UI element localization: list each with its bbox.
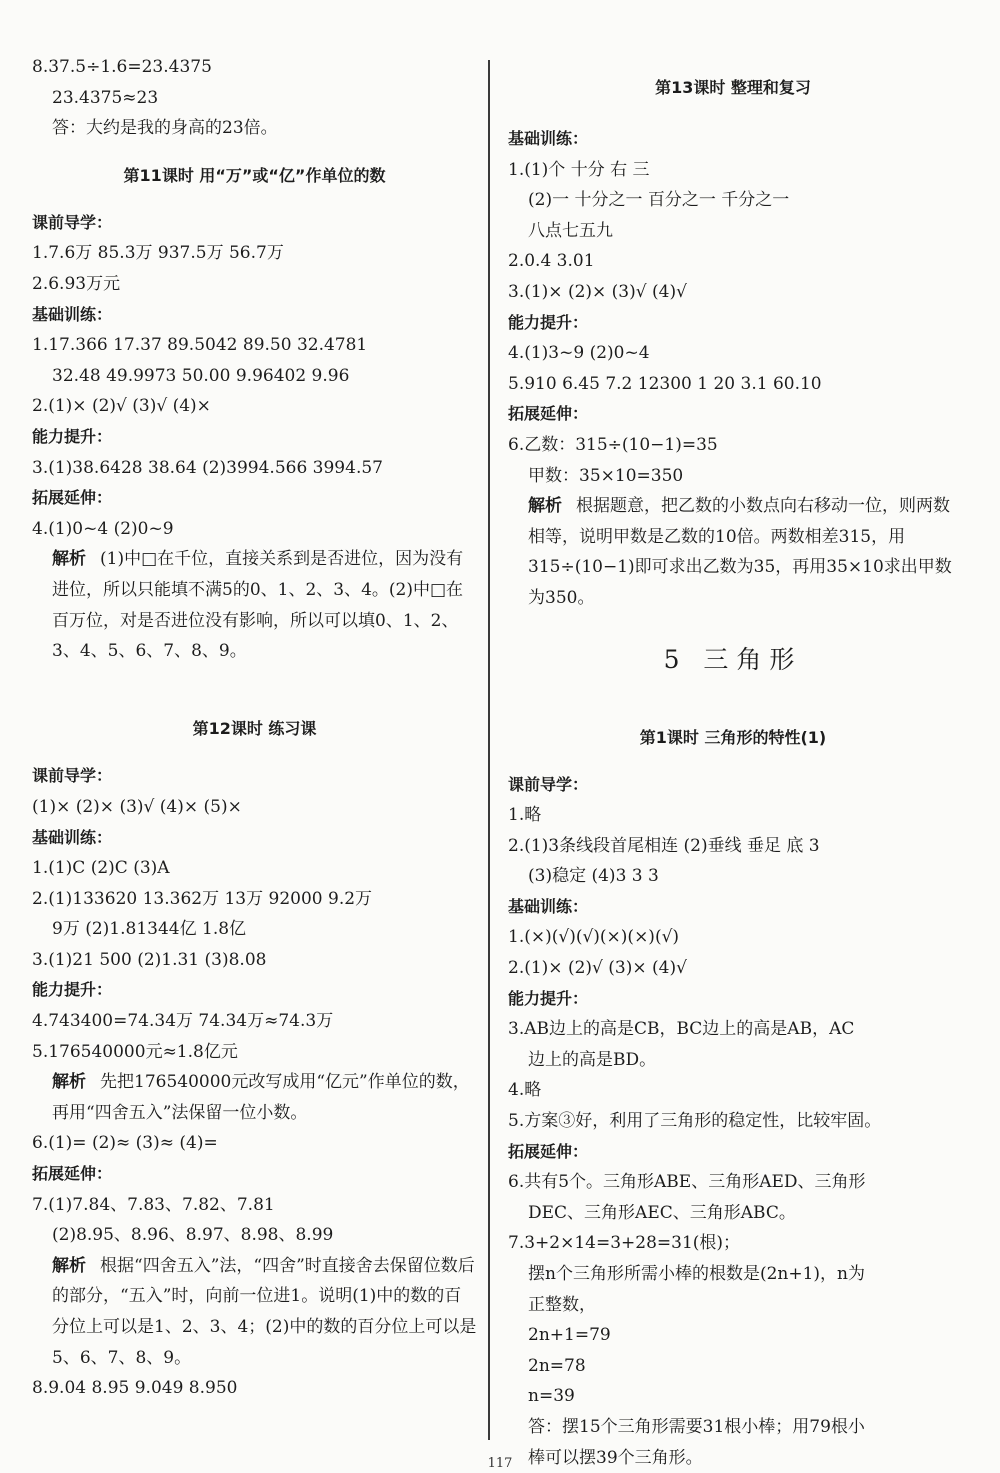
- explanation-label: 解析: [52, 1072, 86, 1093]
- answer-line: 4.743400=74.34万 74.34万≈74.3万: [32, 1011, 334, 1032]
- explanation-text: 先把176540000元改写成用“亿元”作单位的数，再用“四舍五入”法保留一位小数。: [52, 1072, 470, 1123]
- answer-line: 5.176540000元≈1.8亿元: [32, 1041, 238, 1062]
- answer-line: 2n+1=79: [528, 1325, 611, 1346]
- answer-line: 答：大约是我的身高的23倍。: [52, 118, 278, 139]
- answer-line: 2.6.93万元: [32, 273, 121, 294]
- answer-line: 边上的高是BD。: [528, 1049, 657, 1070]
- explanation-label: 解析: [52, 549, 86, 570]
- answer-line: 6.乙数：315÷(10−1)=35: [508, 434, 718, 455]
- answer-line: 1.17.366 17.37 89.5042 89.50 32.4781: [32, 335, 368, 356]
- explanation-label: 解析: [52, 1255, 86, 1276]
- answer-line: 1.(1)C (2)C (3)A: [32, 858, 170, 879]
- answer-line: 8.37.5÷1.6=23.4375: [32, 57, 212, 77]
- answer-line: (1)× (2)× (3)√ (4)× (5)×: [32, 796, 242, 817]
- column-divider: [488, 60, 490, 1440]
- answer-line: 6.共有5个。三角形ABE、三角形AED、三角形: [508, 1172, 866, 1193]
- answer-line: 答：摆15个三角形需要31根小棒；用79根小: [528, 1416, 865, 1437]
- answer-line: 32.48 49.9973 50.00 9.96402 9.96: [52, 365, 350, 386]
- explanation-text: 根据题意，把乙数的小数点向右移动一位，则两数相等，说明甲数是乙数的10倍。两数相差315，用315÷(10−1)即可求出乙数为35，再用35×10求出甲数为350。: [528, 496, 952, 608]
- answer-line: 5.910 6.45 7.2 12300 1 20 3.1 60.10: [508, 373, 822, 394]
- right-column: [508, 52, 958, 1473]
- section-heading: 课前导学：: [32, 212, 113, 232]
- section-heading: 拓展延伸：: [32, 1164, 113, 1184]
- answer-line: DEC、三角形AEC、三角形ABC。: [528, 1202, 796, 1223]
- answer-line: 7.3+2×14=3+28=31(根)；: [508, 1233, 741, 1254]
- chapter-title: 5 三角形: [663, 644, 803, 674]
- section-heading: 拓展延伸：: [508, 404, 589, 424]
- section-heading: 基础训练：: [32, 827, 113, 847]
- section-heading: 课前导学：: [32, 766, 113, 786]
- answer-line: 1.(×)(√)(√)(×)(×)(√): [508, 927, 680, 948]
- explanation-block: [32, 1067, 477, 1128]
- answer-line: 9万 (2)1.81344亿 1.8亿: [52, 919, 247, 940]
- answer-line: 3.AB边上的高是CB，BC边上的高是AB，AC: [508, 1019, 855, 1040]
- answer-line: 23.4375≈23: [52, 87, 159, 108]
- answer-line: 2.(1)133620 13.362万 13万 92000 9.2万: [32, 888, 373, 909]
- section-heading: 基础训练：: [508, 896, 589, 916]
- answer-line: 1.7.6万 85.3万 937.5万 56.7万: [32, 243, 284, 264]
- answer-line: 2.(1)× (2)√ (3)× (4)√: [508, 958, 687, 979]
- explanation-text: 根据“四舍五入”法，“四舍”时直接舍去保留位数后的部分，“五入”时，向前一位进1。说明(1)中的数的百分位上可以是1、2、3、4；(2)中的数的百分位上可以是5、6、7、8、9。: [52, 1255, 477, 1368]
- answer-line: 6.(1)= (2)≈ (3)≈ (4)=: [32, 1133, 218, 1154]
- answer-line: 棒可以摆39个三角形。: [528, 1447, 703, 1468]
- explanation-block: [508, 491, 958, 613]
- section-heading: 能力提升：: [508, 312, 589, 332]
- answer-line: 摆n个三角形所需小棒的根数是(2n+1)，n为: [528, 1264, 865, 1285]
- section-heading: 基础训练：: [32, 304, 113, 324]
- answer-line: (2)8.95、8.96、8.97、8.98、8.99: [52, 1225, 334, 1246]
- answer-line: 2.0.4 3.01: [508, 251, 595, 272]
- explanation-block: [32, 1251, 477, 1373]
- section-heading: 基础训练：: [508, 129, 589, 148]
- page-number: 117: [487, 1457, 513, 1471]
- section-heading: 课前导学：: [508, 774, 589, 794]
- section-heading: 能力提升：: [32, 426, 113, 446]
- answer-line: 5.方案③好，利用了三角形的稳定性，比较牢固。: [508, 1111, 882, 1132]
- answer-line: (3)稳定 (4)3 3 3: [528, 866, 659, 887]
- answer-line: 1.(1)个 十分 右 三: [508, 159, 650, 180]
- answer-line: n=39: [528, 1386, 575, 1407]
- answer-line: (2)一 十分之一 百分之一 千分之一: [528, 190, 790, 211]
- answer-line: 1.略: [508, 805, 542, 826]
- answer-line: 2.(1)3条线段首尾相连 (2)垂线 垂足 底 3: [508, 835, 820, 856]
- section-heading: 拓展延伸：: [508, 1141, 589, 1161]
- left-column: [32, 52, 477, 1404]
- answer-line: 3.(1)21 500 (2)1.31 (3)8.08: [32, 949, 267, 970]
- explanation-block: [32, 544, 477, 697]
- answer-line: 八点七五九: [528, 220, 613, 241]
- answer-line: 3.(1)38.6428 38.64 (2)3994.566 3994.57: [32, 457, 383, 478]
- lesson-13-title: 第13课时 整理和复习: [655, 78, 811, 97]
- section-heading: 能力提升：: [32, 980, 113, 1000]
- lesson-12-title: 第12课时 练习课: [192, 719, 317, 739]
- answer-line: 2.(1)× (2)√ (3)√ (4)×: [32, 396, 211, 417]
- lesson-11-title: 第11课时 用“万”或“亿”作单位的数: [123, 165, 386, 185]
- section-heading: 能力提升：: [508, 988, 589, 1008]
- answer-line: 7.(1)7.84、7.83、7.82、7.81: [32, 1194, 275, 1215]
- answer-line: 2n=78: [528, 1355, 586, 1376]
- answer-line: 4.(1)3~9 (2)0~4: [508, 343, 650, 364]
- answer-line: 甲数：35×10=350: [528, 465, 684, 486]
- answer-line: 正整数，: [528, 1294, 596, 1315]
- lesson-1-title: 第1课时 三角形的特性(1): [639, 727, 827, 747]
- answer-line: 3.(1)× (2)× (3)√ (4)√: [508, 281, 687, 302]
- explanation-label: 解析: [528, 496, 562, 517]
- answer-line: 4.(1)0~4 (2)0~9: [32, 518, 174, 539]
- section-heading: 拓展延伸：: [32, 488, 113, 508]
- answer-line: 4.略: [508, 1080, 542, 1101]
- explanation-text: (1)中□在千位，直接关系到是否进位，因为没有进位，所以只能填不满5的0、1、2、3、4。(2)中□在百万位，对是否进位没有影响，所以可以填0、1、2、3、4、5、6、7、8、9。: [52, 549, 464, 662]
- answer-line: 8.9.04 8.95 9.049 8.950: [32, 1378, 238, 1399]
